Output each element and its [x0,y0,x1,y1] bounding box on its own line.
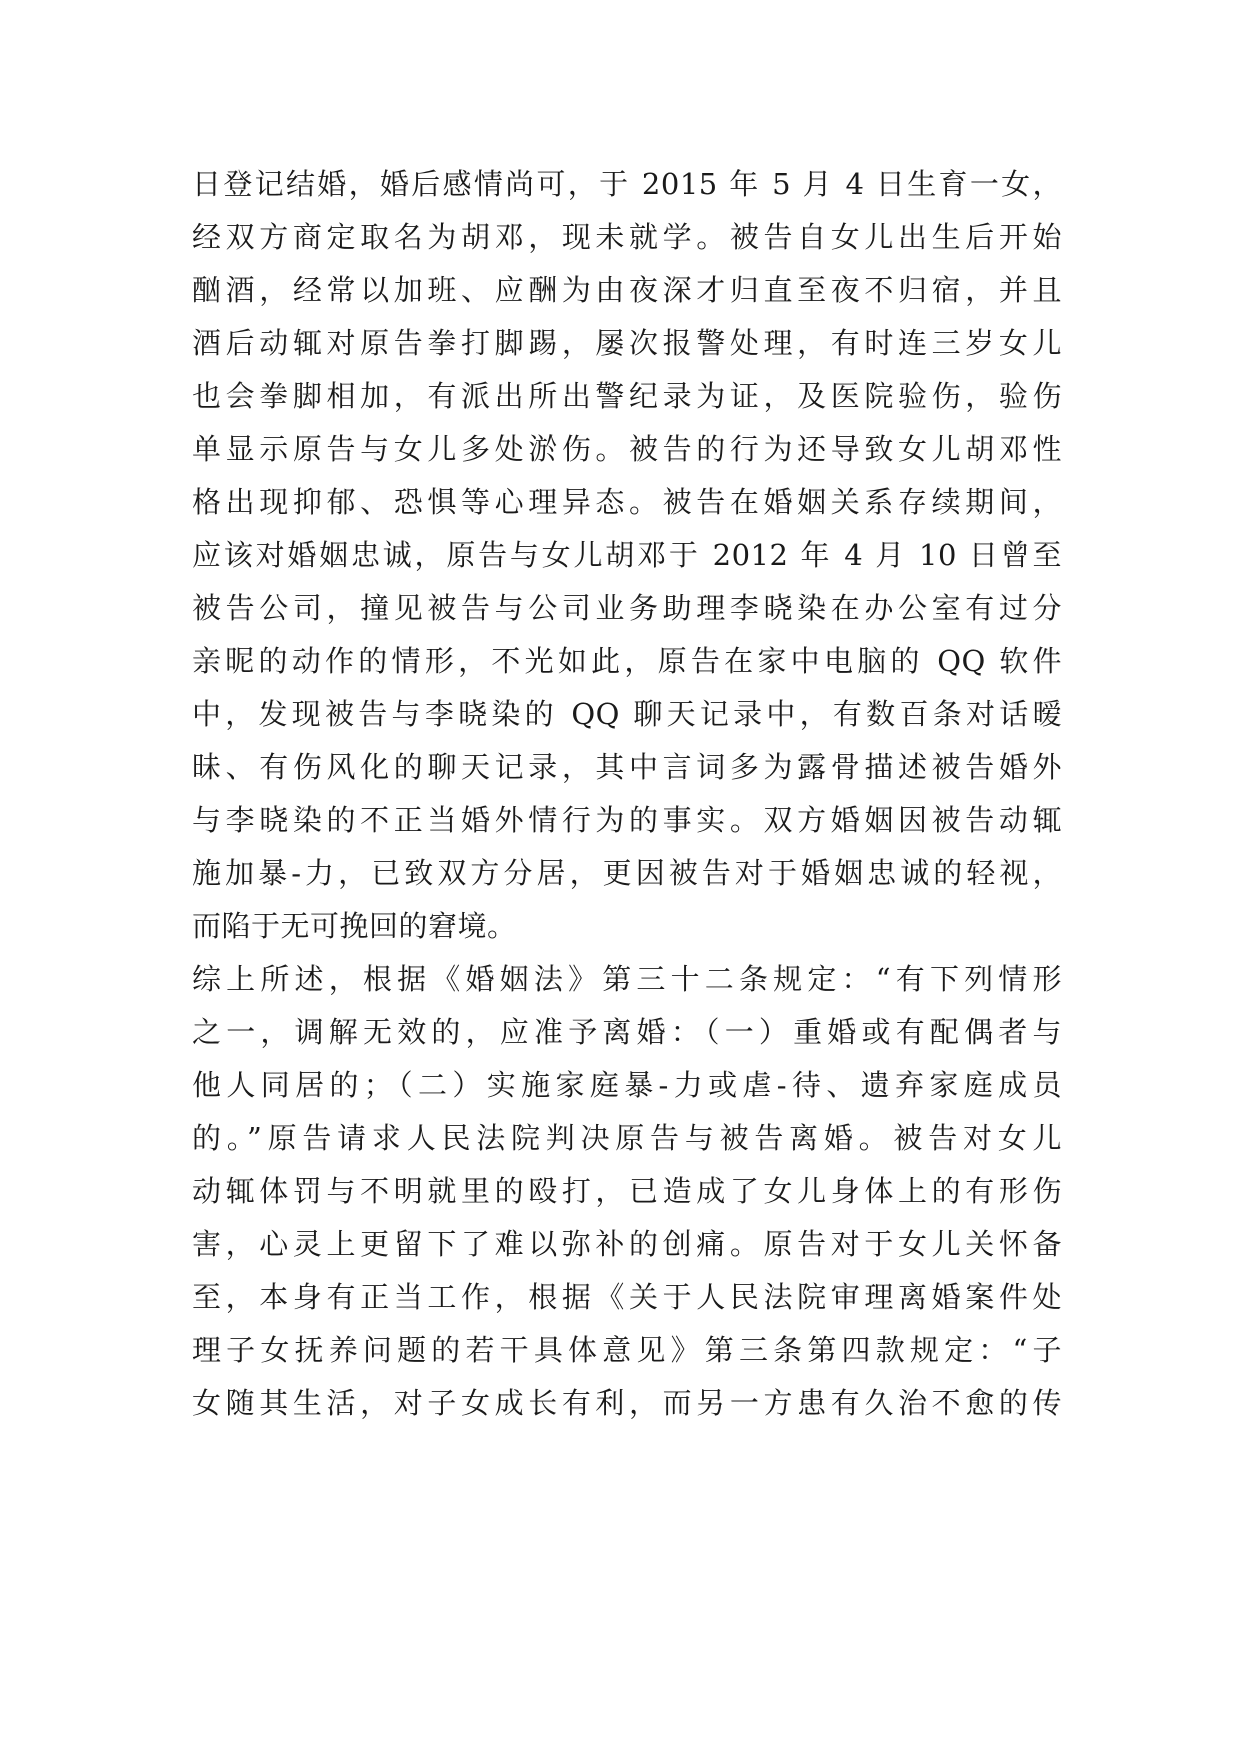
text-line: 理子女抚养问题的若干具体意见》第三条第四款规定：“子 [192,1333,1062,1367]
text-line: 之一，调解无效的，应准予离婚：（一）重婚或有配偶者与 [192,1015,1062,1049]
text-line: 单显示原告与女儿多处淤伤。被告的行为还导致女儿胡邓性 [192,432,1062,466]
text-line: 与李晓染的不正当婚外情行为的事实。双方婚姻因被告动辄 [192,803,1062,837]
document-body [192,158,1062,1430]
text-line: 应该对婚姻忠诚，原告与女儿胡邓于 2012 年 4 月 10 日曾至 [192,538,1062,572]
text-line: 综上所述，根据《婚姻法》第三十二条规定：“有下列情形 [192,962,1062,996]
text-line: 而陷于无可挽回的窘境。 [192,909,517,943]
text-line: 女随其生活，对子女成长有利，而另一方患有久治不愈的传 [192,1386,1062,1420]
text-line: 也会拳脚相加，有派出所出警纪录为证，及医院验伤，验伤 [192,379,1062,413]
text-line: 他人同居的；（二）实施家庭暴-力或虐-待、遗弃家庭成员 [192,1068,1062,1102]
text-line: 酗酒，经常以加班、应酬为由夜深才归直至夜不归宿，并且 [192,273,1062,307]
text-line: 害，心灵上更留下了难以弥补的创痛。原告对于女儿关怀备 [192,1227,1062,1261]
text-line: 施加暴-力，已致双方分居，更因被告对于婚姻忠诚的轻视， [192,856,1062,890]
text-line: 酒后动辄对原告拳打脚踢，屡次报警处理，有时连三岁女儿 [192,326,1062,360]
text-line: 昧、有伤风化的聊天记录，其中言词多为露骨描述被告婚外 [192,750,1062,784]
text-line: 格出现抑郁、恐惧等心理异态。被告在婚姻关系存续期间， [192,485,1062,519]
text-line: 至，本身有正当工作，根据《关于人民法院审理离婚案件处 [192,1280,1062,1314]
text-line: 的。”原告请求人民法院判决原告与被告离婚。被告对女儿 [192,1121,1062,1155]
text-line: 中，发现被告与李晓染的 QQ 聊天记录中，有数百条对话暧 [192,697,1062,731]
text-line: 亲昵的动作的情形，不光如此，原告在家中电脑的 QQ 软件 [192,644,1062,678]
text-line: 经双方商定取名为胡邓，现未就学。被告自女儿出生后开始 [192,220,1062,254]
text-line: 日登记结婚，婚后感情尚可，于 2015 年 5 月 4 日生育一女， [192,167,1062,201]
text-line: 被告公司，撞见被告与公司业务助理李晓染在办公室有过分 [192,591,1062,625]
text-line: 动辄体罚与不明就里的殴打，已造成了女儿身体上的有形伤 [192,1174,1062,1208]
